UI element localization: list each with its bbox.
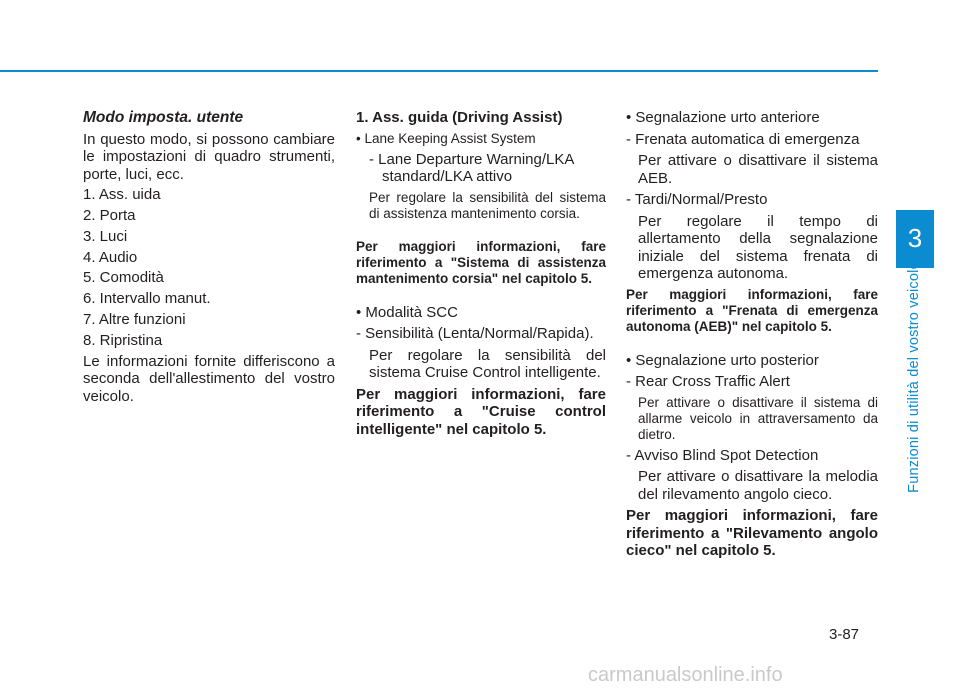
description: Per regolare il tempo di allertamento della segnalazione iniziale del sistema frenata di emergenza autonoma. bbox=[638, 212, 878, 282]
bullet-item: • Segnalazione urto anteriore bbox=[626, 109, 820, 126]
description: Per regolare la sensibilità del sistema di assistenza mantenimento corsia. bbox=[369, 189, 606, 221]
sub-item: - Rear Cross Traffic Alert bbox=[626, 373, 790, 390]
sub-item: - Lane Departure Warning/LKA standard/LKA attivo bbox=[369, 150, 574, 185]
bullet-item: • Lane Keeping Assist System bbox=[356, 130, 536, 146]
description: Per attivare o disattivare il sistema di allarme veicolo in attraversamento da dietro. bbox=[638, 394, 878, 442]
description: Per attivare o disattivare il sistema AEB. bbox=[638, 152, 878, 187]
list-item: 2. Porta bbox=[83, 207, 136, 225]
list-item: 6. Intervallo manut. bbox=[83, 290, 211, 308]
list-item: 8. Ripristina bbox=[83, 331, 163, 349]
page-number: 3-87 bbox=[829, 626, 860, 643]
watermark: carmanualsonline.info bbox=[588, 664, 783, 686]
sub-item: - Avviso Blind Spot Detection bbox=[626, 446, 819, 464]
bullet-item: • Segnalazione urto posterior bbox=[626, 351, 819, 369]
reference-note: Per maggiori informazioni, fare riferimento a "Rilevamento angolo cieco" nel capitolo 5. bbox=[626, 507, 878, 559]
column-left bbox=[83, 109, 335, 405]
header-rule bbox=[0, 70, 878, 72]
sub-item: - Sensibilità (Lenta/Normal/Rapida). bbox=[356, 325, 594, 342]
column-right bbox=[626, 109, 878, 560]
list-item: 4. Audio bbox=[83, 248, 138, 266]
description: Per regolare la sensibilità del sistema Cruise Control intelligente. bbox=[369, 346, 606, 381]
sub-item: - Tardi/Normal/Presto bbox=[626, 191, 768, 208]
reference-note: Per maggiori informazioni, fare riferimento a "Frenata di emergenza autonoma (AEB)" nel capitolo 5. bbox=[626, 286, 878, 334]
list-item: 5. Comodità bbox=[83, 269, 164, 287]
chapter-tab bbox=[896, 210, 934, 268]
list-item: 1. Ass. uida bbox=[83, 186, 161, 204]
list-item: 7. Altre funzioni bbox=[83, 311, 186, 329]
list-item: 3. Luci bbox=[83, 227, 128, 245]
chapter-title: Funzioni di utilità del vostro veicolo bbox=[906, 261, 922, 493]
outro-paragraph: Le informazioni fornite differiscono a seconda dell'allestimento del vostro veicolo. bbox=[83, 352, 335, 405]
section-heading: 1. Ass. guida (Driving Assist) bbox=[356, 109, 563, 126]
intro-paragraph: In questo modo, si possono cambiare le impostazioni di quadro strumenti, porte, luci, ecc. bbox=[83, 130, 335, 183]
description: Per attivare o disattivare la melodia del rilevamento angolo cieco. bbox=[638, 468, 878, 503]
reference-note: Per maggiori informazioni, fare riferimento a "Cruise control intelligente" nel capitolo 5. bbox=[356, 385, 606, 438]
bullet-item: • Modalità SCC bbox=[356, 303, 458, 321]
chapter-number: 3 bbox=[907, 223, 923, 253]
sub-item: - Frenata automatica di emergenza bbox=[626, 130, 860, 148]
reference-note: Per maggiori informazioni, fare riferimento a "Sistema di assistenza mantenimento corsia" nel capitolo 5. bbox=[356, 238, 606, 286]
section-heading: Modo imposta. utente bbox=[83, 109, 244, 126]
column-middle bbox=[356, 109, 606, 438]
